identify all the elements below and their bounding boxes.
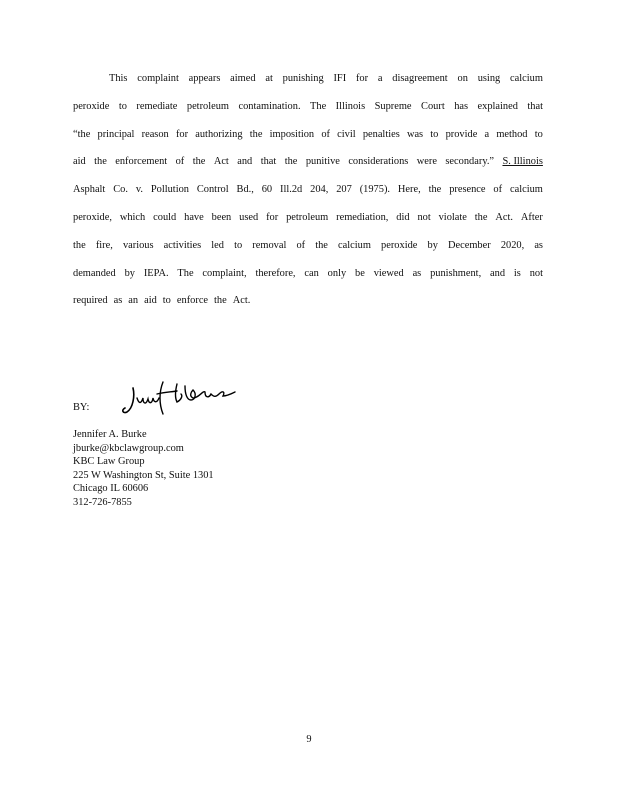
word: Court [421, 100, 445, 112]
word: of [321, 128, 330, 140]
word: did [396, 211, 410, 223]
word: not [417, 211, 431, 223]
word: enforce [176, 295, 209, 307]
word: have [184, 211, 204, 223]
word: was [406, 128, 424, 140]
word: explained [477, 100, 518, 112]
word: 207 [336, 184, 352, 196]
word: removal [252, 239, 287, 251]
word: authorizing [195, 128, 243, 140]
word: the [192, 156, 206, 168]
word: and [237, 156, 253, 168]
word: violate [438, 211, 467, 223]
body-paragraph [73, 70, 543, 320]
word: as [534, 239, 543, 251]
word: reason [141, 128, 169, 140]
word: required [73, 295, 108, 307]
word: activities [163, 239, 202, 251]
word: peroxide, [73, 211, 112, 223]
firm-name: KBC Law Group [73, 456, 145, 468]
word: were [416, 156, 437, 168]
word: led [211, 239, 224, 251]
word: demanded [73, 267, 116, 279]
word: Control [196, 184, 229, 196]
word: contamination. [238, 100, 301, 112]
word: Here, [397, 184, 421, 196]
word: principal [97, 128, 135, 140]
word: the [315, 239, 328, 251]
word: 2020, [500, 239, 525, 251]
word: complaint [137, 73, 179, 84]
word: that [527, 100, 543, 112]
word: disagreement [392, 73, 448, 84]
word: aid [73, 156, 86, 168]
word: for [355, 73, 369, 84]
word: on [457, 73, 468, 84]
word: 204, [310, 184, 329, 196]
word: aid [144, 295, 157, 307]
word: Illinois [335, 100, 366, 112]
word: a [484, 128, 490, 140]
paragraph-line [73, 98, 543, 126]
word: The [177, 267, 194, 279]
word: only [327, 267, 347, 279]
word: v. [135, 184, 143, 196]
word: various [122, 239, 154, 251]
contact-block [73, 428, 214, 510]
paragraph-line [73, 237, 543, 265]
word: Supreme [374, 100, 412, 112]
word: Ill.2d [280, 184, 303, 196]
word: peroxide [73, 100, 110, 112]
attorney-email: jburke@kbclawgroup.com [73, 442, 184, 454]
word: secondary.” [445, 156, 495, 168]
word: petroleum [186, 100, 230, 112]
word: December [448, 239, 491, 251]
word: considerations [348, 156, 409, 168]
word: to [430, 128, 439, 140]
word: for [175, 128, 189, 140]
word: Act [213, 156, 229, 168]
word: appears [188, 73, 221, 84]
word: and [490, 267, 506, 279]
word: the [94, 156, 107, 168]
word: calcium [509, 184, 543, 196]
word: imposition [269, 128, 315, 140]
word: “the [73, 128, 91, 140]
word: for [266, 211, 279, 223]
word: the [214, 295, 227, 307]
word: fire, [95, 239, 113, 251]
word: provide [445, 128, 478, 140]
word: used [239, 211, 259, 223]
word: IEPA. [143, 267, 169, 279]
word: a [377, 73, 383, 84]
word: to [162, 295, 171, 307]
word: remediate [136, 100, 178, 112]
word: Act. [495, 211, 513, 223]
word: civil [337, 128, 356, 140]
word: has [454, 100, 469, 112]
word: complaint, [202, 267, 247, 279]
word: by [427, 239, 438, 251]
word: to [534, 128, 543, 140]
word: Bd., [236, 184, 254, 196]
attorney-name: Jennifer A. Burke [73, 429, 147, 440]
word: using [477, 73, 501, 84]
word: viewed [373, 267, 404, 279]
word: Pollution [150, 184, 189, 196]
word: the [284, 156, 298, 168]
word: This [109, 73, 128, 84]
paragraph-line [73, 181, 543, 209]
word: the [249, 128, 263, 140]
word: Act. [232, 295, 251, 307]
word: been [211, 211, 232, 223]
word: be [355, 267, 365, 279]
page-number: 9 [306, 734, 312, 745]
word: calcium [338, 239, 371, 251]
word: to [234, 239, 243, 251]
word: After [520, 211, 543, 223]
word: Asphalt [73, 184, 106, 196]
word: punitive [305, 156, 340, 168]
word: the [73, 239, 86, 251]
word: 60 [261, 184, 273, 196]
word: as [113, 295, 123, 307]
word: to [118, 100, 127, 112]
word: IFI [333, 73, 347, 84]
address-line-2: Chicago IL 60606 [73, 483, 149, 495]
word: by [124, 267, 135, 279]
word: not [529, 267, 543, 279]
word: of [175, 156, 185, 168]
paragraph-line [73, 265, 543, 293]
word: The [310, 100, 327, 112]
word: punishment, [430, 267, 482, 279]
word: remediation, [336, 211, 389, 223]
paragraph-line [73, 153, 543, 181]
word: method [496, 128, 528, 140]
word: peroxide [381, 239, 418, 251]
word: could [153, 211, 177, 223]
word: of [493, 184, 503, 196]
word: calcium [510, 73, 543, 84]
word: an [128, 295, 139, 307]
word: punishing [282, 73, 324, 84]
paragraph-line [73, 292, 543, 320]
word: that [260, 156, 277, 168]
handwritten-signature [119, 378, 239, 420]
word: which [119, 211, 146, 223]
by-label: BY: [73, 402, 90, 413]
word: as [412, 267, 422, 279]
word: presence [449, 184, 486, 196]
word: aimed [230, 73, 256, 84]
word: the [474, 211, 488, 223]
word: can [304, 267, 319, 279]
paragraph-line [73, 209, 543, 237]
paragraph-line [73, 70, 543, 98]
phone-number: 312-726-7855 [73, 496, 132, 508]
word: Co. [113, 184, 128, 196]
word: enforcement [115, 156, 168, 168]
paragraph-line [73, 126, 543, 154]
word: the [428, 184, 442, 196]
word: petroleum [286, 211, 329, 223]
word: therefore, [255, 267, 296, 279]
word: of [296, 239, 306, 251]
word: penalties [362, 128, 400, 140]
word: (1975). [359, 184, 391, 196]
case-name-underlined: S. Illinois [502, 156, 543, 168]
address-line-1: 225 W Washington St, Suite 1301 [73, 469, 214, 481]
word: at [265, 73, 273, 84]
word: is [513, 267, 521, 279]
